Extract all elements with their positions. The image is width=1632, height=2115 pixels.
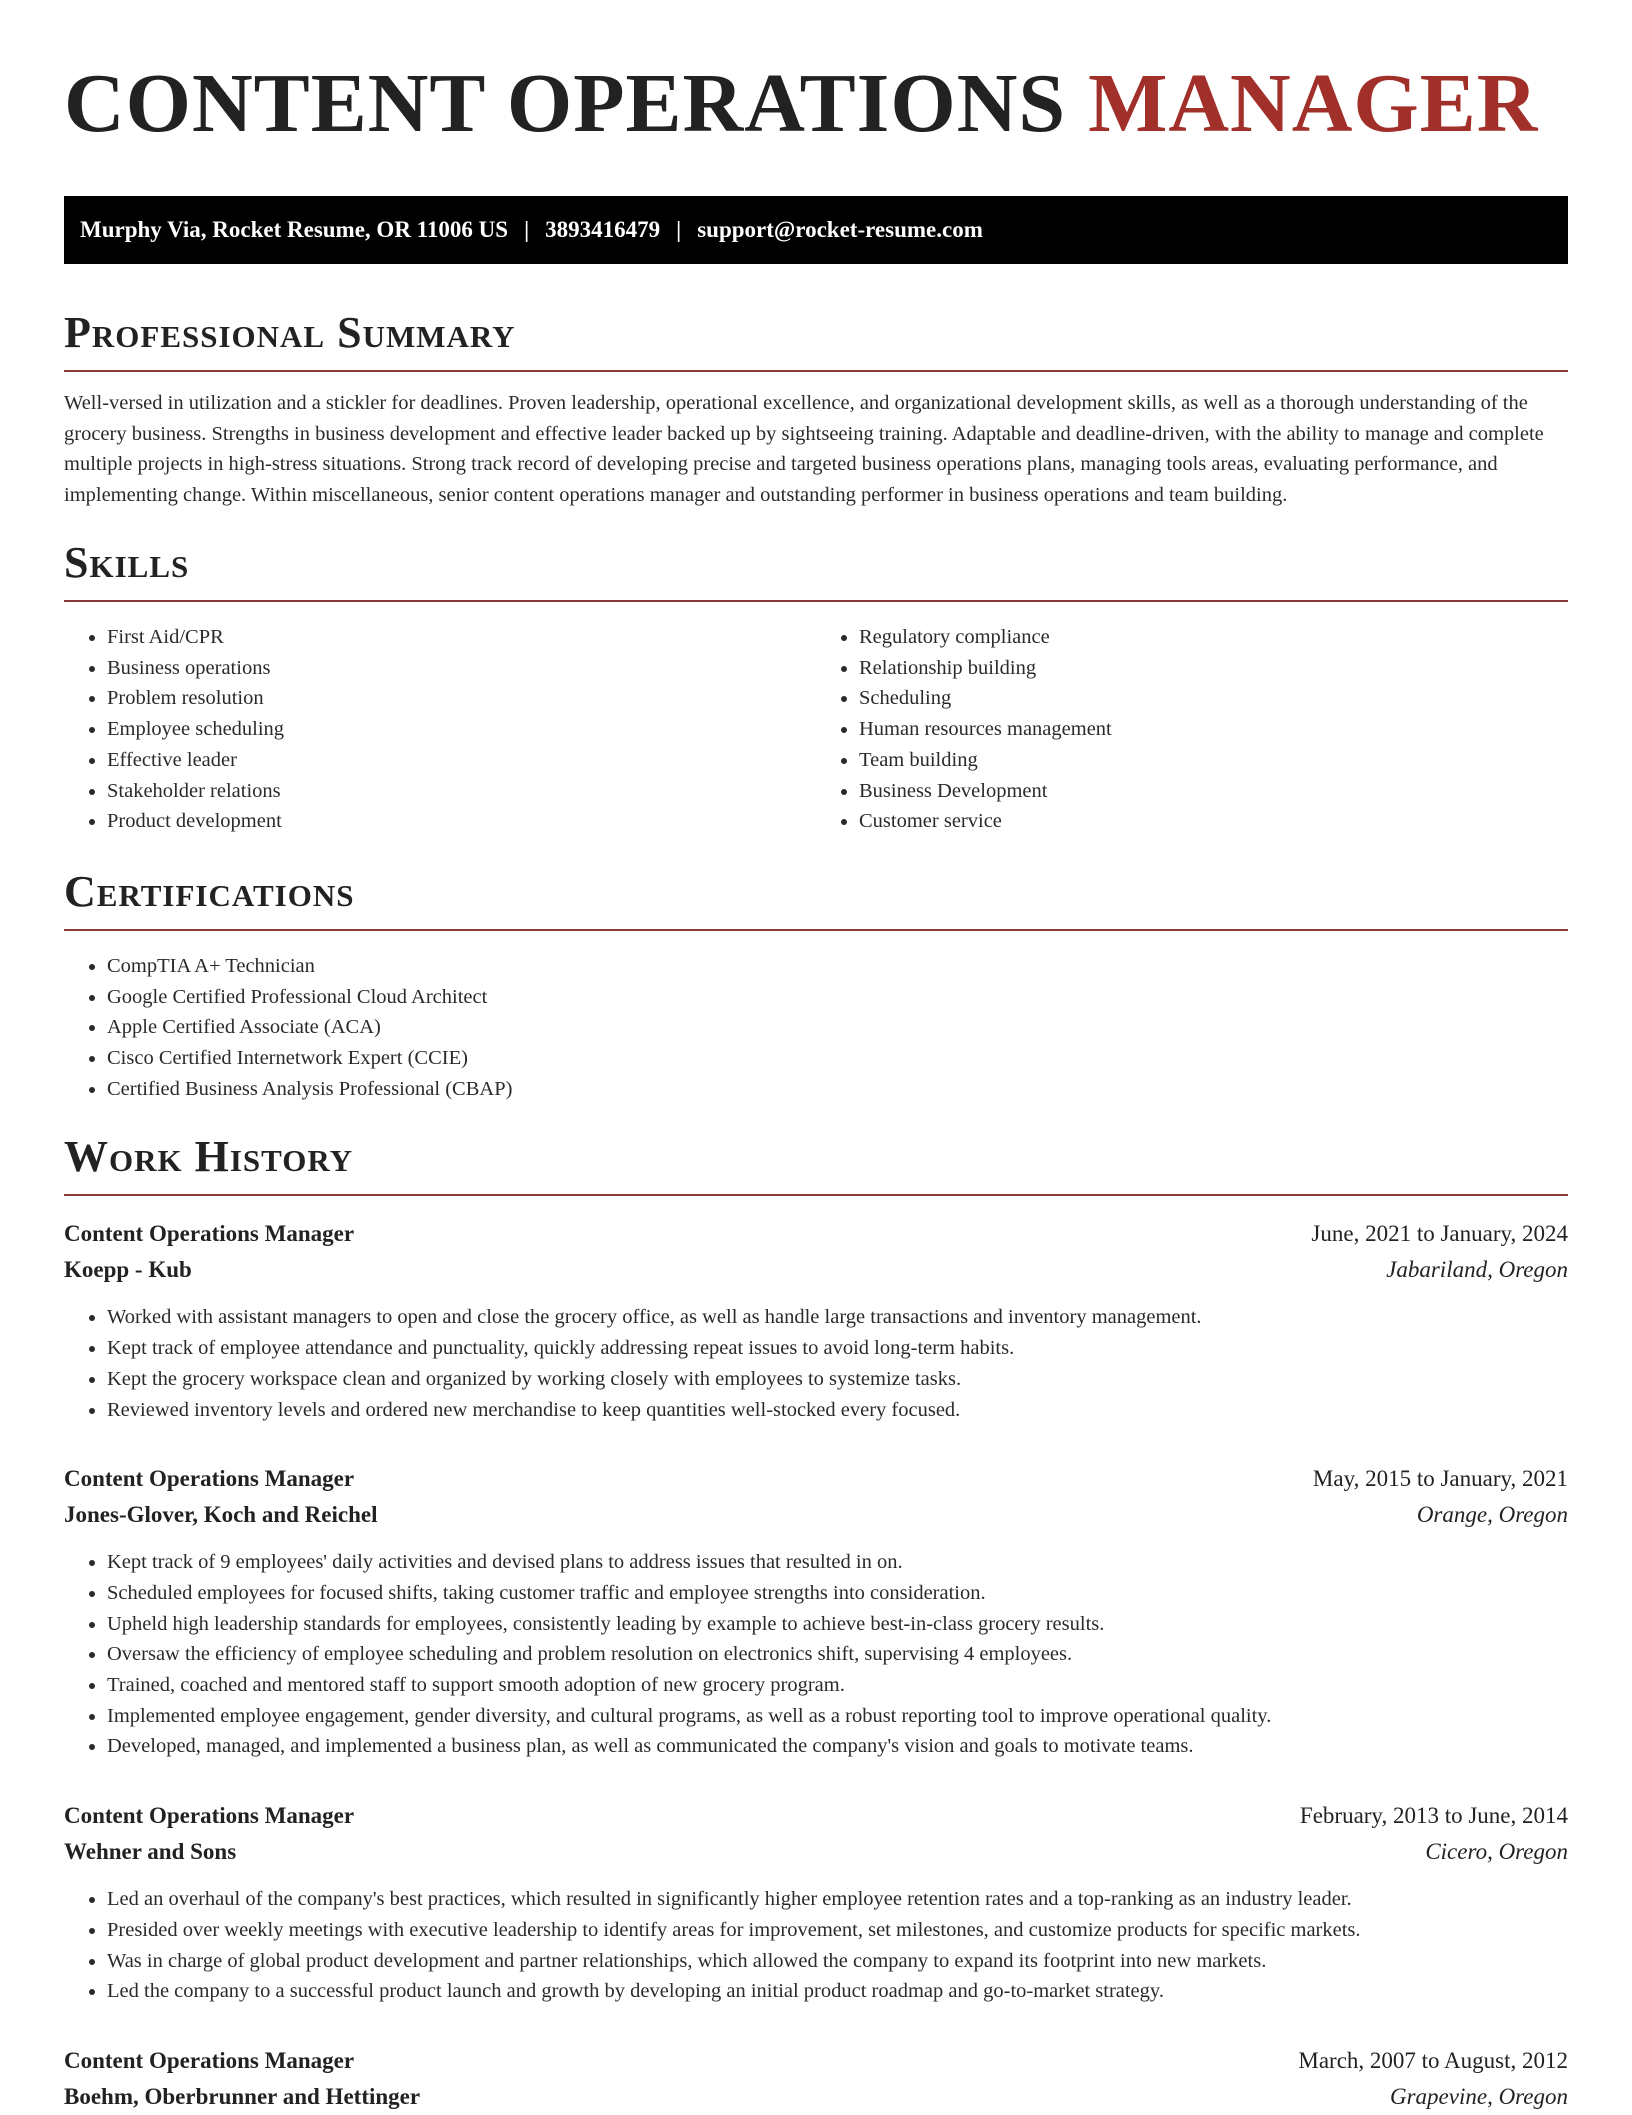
job-entry: [64, 2043, 1568, 2115]
job-entry: [64, 1798, 1568, 2007]
job-bullet: • Led the company to a successful product launch and growth by developing an initial product roadmap and go-to-market strategy.: [107, 1976, 1568, 2007]
job-bullet: • Worked with assistant managers to open and close the grocery office, as well as handle large transactions and inventory management.: [107, 1302, 1568, 1333]
job-location: Jabariland, Oregon: [1386, 1257, 1568, 1283]
job-bullet: • Led an overhaul of the company's best practices, which resulted in significantly higher employee retention rates and a top-ranking as an industry leader.: [107, 1884, 1568, 1915]
job-entry: [64, 1216, 1568, 1425]
job-bullet: • Implemented employee engagement, gender diversity, and cultural programs, as well as a robust reporting tool to improve operational quality.: [107, 1701, 1568, 1732]
job-location: Cicero, Oregon: [1425, 1839, 1568, 1865]
job-bullet: • Kept track of employee attendance and punctuality, quickly addressing repeat issues to avoid long-term habits.: [107, 1333, 1568, 1364]
job-bullets: [64, 1302, 1568, 1425]
job-bullet: • Presided over weekly meetings with executive leadership to identify areas for improvement, set milestones, and customize products for specific markets.: [107, 1915, 1568, 1946]
job-dates: March, 2007 to August, 2012: [1298, 2047, 1568, 2073]
job-bullets: [64, 1884, 1568, 2007]
job-bullet: • Oversaw the efficiency of employee scheduling and problem resolution on electronics shift, supervising 4 employees.: [107, 1639, 1568, 1670]
job-title: Content Operations Manager: [64, 1221, 355, 1247]
certification-item: • Cisco Certified Internetwork Expert (CCIE): [107, 1043, 1568, 1074]
work-history-section: [64, 1132, 1568, 2115]
certifications-heading: Certifications: [64, 867, 1568, 931]
job-company: Jones-Glover, Koch and Reichel: [64, 1502, 378, 1528]
resume-title: [64, 56, 1568, 152]
work-history-heading: Work History: [64, 1132, 1568, 1196]
job-header-row: [64, 1461, 1568, 1497]
job-company: Wehner and Sons: [64, 1839, 237, 1865]
contact-phone[interactable]: 3893416479: [545, 217, 661, 242]
job-dates: May, 2015 to January, 2021: [1312, 1466, 1568, 1492]
job-company: Boehm, Oberbrunner and Hettinger: [64, 2083, 421, 2109]
title-accent: MANAGER: [1088, 57, 1539, 150]
job-bullet: • Was in charge of global product development and partner relationships, which allowed the company to expand its footprint into new markets.: [107, 1946, 1568, 1977]
summary-heading: Professional Summary: [64, 308, 1568, 372]
contact-email[interactable]: support@rocket-resume.com: [697, 217, 983, 242]
skill-item: • Customer service: [859, 806, 1568, 837]
job-entry: [64, 1461, 1568, 1762]
skills-section: [64, 538, 1568, 837]
job-company: Koepp - Kub: [64, 1257, 192, 1283]
contact-separator: |: [676, 217, 682, 242]
skills-list-left: [64, 622, 816, 837]
certification-item: • CompTIA A+ Technician: [107, 951, 1568, 982]
summary-section: [64, 308, 1568, 510]
job-location: Grapevine, Oregon: [1390, 2083, 1568, 2109]
skills-heading: Skills: [64, 538, 1568, 602]
skill-item: • Human resources management: [859, 714, 1568, 745]
job-bullet: • Scheduled employees for focused shifts, taking customer traffic and employee strengths into consideration.: [107, 1578, 1568, 1609]
contact-address: Murphy Via, Rocket Resume, OR 11006 US: [80, 217, 509, 242]
job-bullet: • Upheld high leadership standards for employees, consistently leading by example to achieve best-in-class grocery results.: [107, 1609, 1568, 1640]
contact-bar: [64, 196, 1568, 264]
skill-item: • Employee scheduling: [107, 714, 816, 745]
contact-separator: |: [524, 217, 530, 242]
job-company-row: [64, 2079, 1568, 2115]
skill-item: • Problem resolution: [107, 683, 816, 714]
skill-item: • Product development: [107, 806, 816, 837]
job-header-row: [64, 1216, 1568, 1252]
skill-item: • Business operations: [107, 653, 816, 684]
job-location: Orange, Oregon: [1416, 1502, 1568, 1528]
job-company-row: [64, 1252, 1568, 1288]
skills-grid: [64, 602, 1568, 837]
job-company-row: [64, 1497, 1568, 1533]
skill-item: • Team building: [859, 745, 1568, 776]
job-bullet: • Reviewed inventory levels and ordered new merchandise to keep quantities well-stocked every focused.: [107, 1395, 1568, 1426]
job-bullet: • Kept the grocery workspace clean and organized by working closely with employees to systemize tasks.: [107, 1364, 1568, 1395]
job-header-row: [64, 2043, 1568, 2079]
certifications-section: [64, 867, 1568, 1105]
skill-item: • First Aid/CPR: [107, 622, 816, 653]
job-bullets: [64, 1547, 1568, 1762]
summary-text: Well-versed in utilization and a stickler for deadlines. Proven leadership, operational excellence, and organizational development skills, as well as a thorough understanding of the grocery business. Strengths in business development and effective leader backed up by sightseeing training. Adaptable and deadline-driven, with the ability to manage and complete multiple projects in high-stress situations. Strong track record of developing precise and targeted business operations plans, managing tools areas, evaluating performance, and implementing change. Within miscellaneous, senior content operations manager and outstanding performer in business operations and team building.: [64, 392, 1544, 506]
skill-item: • Effective leader: [107, 745, 816, 776]
skill-item: • Scheduling: [859, 683, 1568, 714]
job-bullet: • Kept track of 9 employees' daily activities and devised plans to address issues that resulted in on.: [107, 1547, 1568, 1578]
job-title: Content Operations Manager: [64, 1466, 355, 1492]
job-title: Content Operations Manager: [64, 1803, 355, 1829]
certifications-list: [64, 951, 1568, 1105]
job-bullet: • Developed, managed, and implemented a business plan, as well as communicated the company's vision and goals to motivate teams.: [107, 1731, 1568, 1762]
job-bullet: • Trained, coached and mentored staff to support smooth adoption of new grocery program.: [107, 1670, 1568, 1701]
skill-item: • Stakeholder relations: [107, 776, 816, 807]
certification-item: • Certified Business Analysis Professional (CBAP): [107, 1074, 1568, 1105]
job-dates: February, 2013 to June, 2014: [1299, 1803, 1568, 1829]
skill-item: • Regulatory compliance: [859, 622, 1568, 653]
skill-item: • Relationship building: [859, 653, 1568, 684]
job-dates: June, 2021 to January, 2024: [1311, 1221, 1568, 1247]
skill-item: • Business Development: [859, 776, 1568, 807]
title-main: CONTENT OPERATIONS: [64, 57, 1067, 150]
certification-item: • Google Certified Professional Cloud Architect: [107, 982, 1568, 1013]
job-title: Content Operations Manager: [64, 2047, 355, 2073]
certification-item: • Apple Certified Associate (ACA): [107, 1012, 1568, 1043]
skills-list-right: [816, 622, 1568, 837]
job-company-row: [64, 1834, 1568, 1870]
job-header-row: [64, 1798, 1568, 1834]
